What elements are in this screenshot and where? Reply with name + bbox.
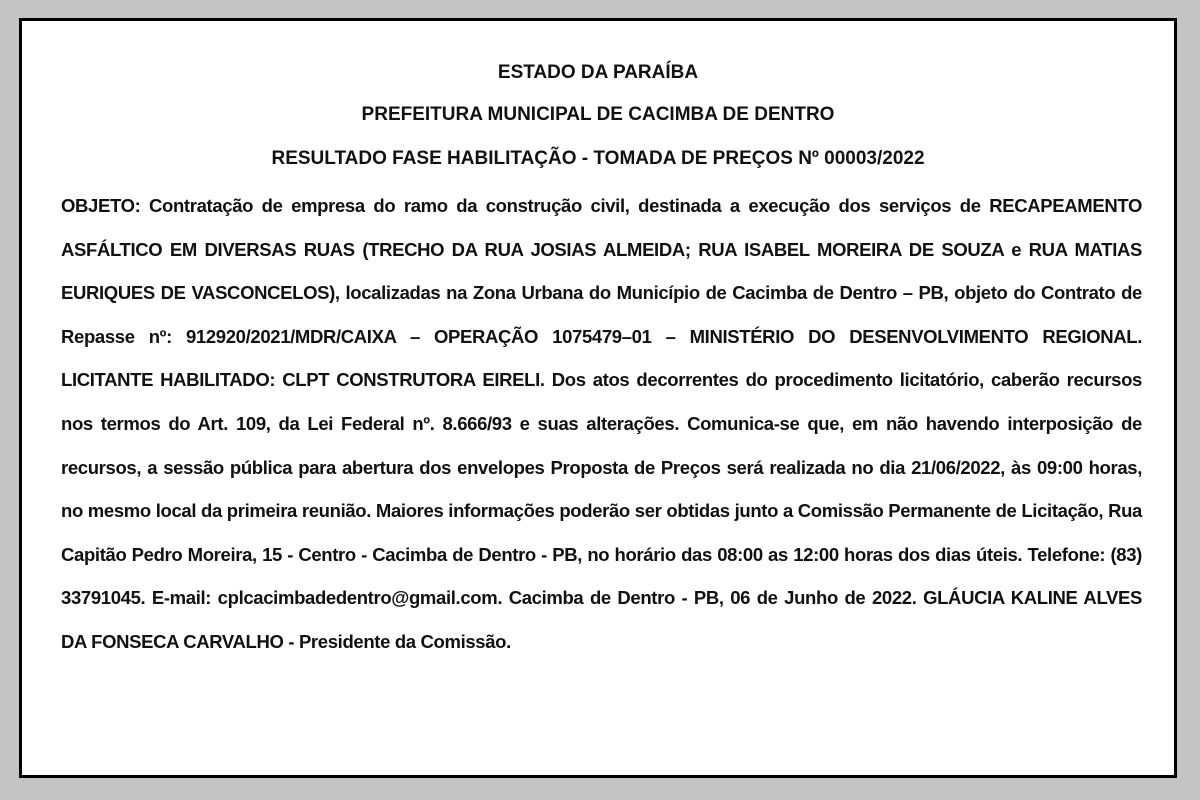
notice-title: RESULTADO FASE HABILITAÇÃO - TOMADA DE PREÇOS Nº 00003/2022 xyxy=(271,148,925,169)
notice-body: OBJETO: Contratação de empresa do ramo da construção civil, destinada a execução dos serviços de RECAPEAMENTO ASFÁLTICO EM DIVERSAS RUAS (TRECHO DA RUA JOSIAS ALMEIDA; RUA ISABEL MOREIRA DE SOUZA e RUA MATIAS EURIQUES DE VASCONCELOS), localizadas na Zona Urbana do Município de Cacimba de Dentro – PB, objeto do Contrato de Repasse nº: 912920/2021/MDR/CAIXA – OPERAÇÃO 1075479–01 – MINISTÉRIO DO DESENVOLVIMENTO REGIONAL. LICITANTE HABILITADO: CLPT CONSTRUTORA EIRELI. Dos atos decorrentes do procedimento licitatório, caberão recursos nos termos do Art. 109, da Lei Federal nº. 8.666/93 e suas alterações. Comunica-se que, em não havendo interposição de recursos, a sessão pública para abertura dos envelopes Proposta de Preços será realizada no dia 21/06/2022, às 09:00 horas, no mesmo local da primeira reunião. Maiores informações poderão ser obtidas junto a Comissão Permanente de Licitação, Rua Capitão Pedro Moreira, 15 - Centro - Cacimba de Dentro - PB, no horário das 08:00 as 12:00 horas dos dias úteis. Telefone: (83) 33791045. E-mail: cplcacimbadedentro@gmail.com. Cacimba de Dentro - PB, 06 de Junho de 2022. GLÁUCIA KALINE ALVES DA FONSECA CARVALHO - Presidente da Comissão. xyxy=(61,195,1142,652)
state-heading: ESTADO DA PARAÍBA xyxy=(497,62,699,83)
public-notice xyxy=(19,18,1177,778)
prefecture-heading: PREFEITURA MUNICIPAL DE CACIMBA DE DENTRO xyxy=(361,104,835,125)
